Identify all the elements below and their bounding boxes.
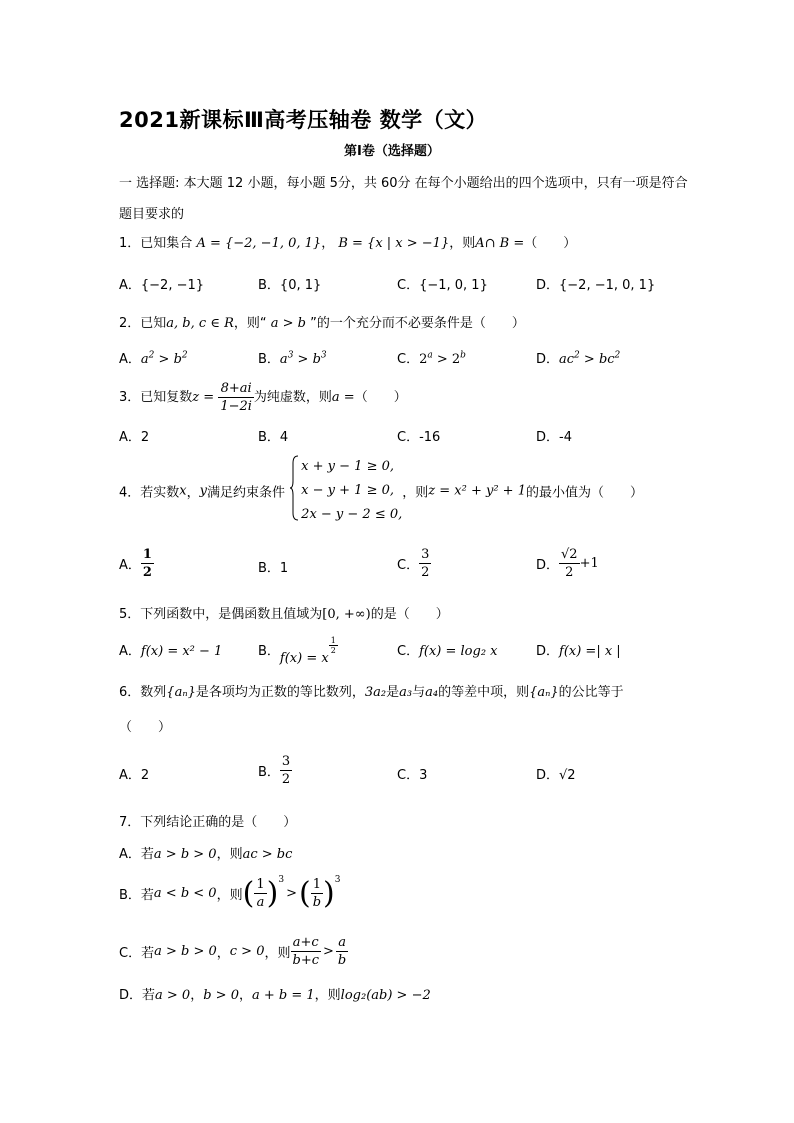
- option-label: B．: [258, 644, 280, 659]
- numerator: a: [336, 934, 348, 952]
- question-text: 的是（ ）: [370, 607, 449, 622]
- option-d: [536, 546, 599, 581]
- separator: ，: [216, 946, 230, 961]
- question-text: 已知集合: [140, 236, 193, 251]
- option-expression: $a^3 > b^3$: [279, 350, 327, 367]
- denominator: b: [337, 953, 347, 968]
- numerator: a+c: [291, 934, 322, 952]
- option-label: B．: [258, 352, 280, 367]
- question-text: 是各项均为正数的等比数列，: [195, 685, 365, 700]
- question-number: 3．: [119, 390, 141, 405]
- set-a: A = {−2, −1, 0, 1}: [196, 236, 322, 251]
- option-label: A．: [119, 644, 141, 659]
- denominator: 2: [330, 646, 336, 655]
- condition: a + b = 1: [251, 988, 315, 1003]
- option-d: D．-4: [536, 430, 572, 445]
- option-d: D．若a > 0，b > 0，a + b = 1，则log₂(ab) > −2: [119, 988, 431, 1003]
- option-d: D．√2: [536, 768, 576, 783]
- fraction: [141, 546, 154, 581]
- separator: ，: [186, 485, 200, 501]
- answer-blank: （ ）: [354, 390, 407, 405]
- variable: y: [199, 483, 208, 499]
- denominator: b: [312, 895, 322, 910]
- numerator: 1: [142, 547, 152, 562]
- question-text: 下列函数中，是偶函数且值域为: [140, 607, 323, 622]
- option-label: A．: [119, 352, 141, 367]
- result: log₂(ab) > −2: [340, 988, 431, 1003]
- fraction: [559, 546, 580, 581]
- paren: ): [323, 876, 335, 911]
- fraction: [419, 546, 431, 581]
- constraint-system: [289, 455, 402, 527]
- question-text: 是: [386, 685, 400, 700]
- option-d: D．{−2, −1, 0, 1}: [536, 278, 656, 293]
- fraction: [280, 753, 292, 788]
- option-c: [397, 640, 498, 659]
- option-c: C．-16: [397, 430, 441, 445]
- option-expression: f(x) =| x |: [559, 644, 621, 659]
- variable: x: [179, 483, 187, 499]
- question-text: 满足约束条件: [207, 485, 286, 501]
- option-label: C．: [397, 644, 420, 659]
- constraint-line: 2x − y − 2 ≤ 0,: [301, 507, 403, 522]
- option-a: A．2: [119, 768, 150, 783]
- question-number: 2．: [119, 316, 141, 331]
- page-title: 2021新课标Ⅲ高考压轴卷 数学（文）: [119, 108, 488, 132]
- option-label: D．若: [119, 988, 156, 1003]
- option-d: [536, 348, 620, 367]
- denominator: 2: [565, 565, 574, 580]
- paren: (: [298, 876, 311, 911]
- question-text: 为纯虚数，则: [253, 390, 332, 405]
- exponent: 3: [278, 874, 285, 885]
- sequence: {aₙ}: [166, 685, 196, 700]
- question-text: 数列: [140, 685, 167, 700]
- variable: a =: [331, 390, 355, 405]
- question-2: [119, 312, 525, 331]
- option-b: B．1: [258, 561, 289, 576]
- numerator: 1: [256, 877, 265, 892]
- option-a: [119, 640, 222, 659]
- option-expression: f(x) = x² − 1: [140, 644, 223, 659]
- fraction: [336, 934, 348, 969]
- condition: b > 0: [203, 988, 239, 1003]
- fraction: [218, 380, 254, 415]
- term: 3a₂: [364, 685, 387, 700]
- numerator: √2: [561, 547, 578, 562]
- denominator: 2: [142, 565, 152, 580]
- option-a: [119, 348, 188, 367]
- fraction: [254, 876, 266, 911]
- question-number: 1．: [119, 236, 141, 251]
- option-label: B．: [258, 765, 280, 780]
- question-text: ，则: [449, 236, 476, 251]
- option-text: ，则: [216, 888, 243, 903]
- numerator: 1: [311, 876, 323, 894]
- option-c: [397, 546, 431, 581]
- question-text: 下列结论正确的是（ ）: [140, 815, 297, 830]
- option-label: D．: [536, 558, 560, 573]
- question-text: ，则“: [233, 316, 267, 331]
- numerator: 8+ai: [218, 380, 254, 398]
- denominator: b+c: [292, 953, 319, 968]
- option-text: ，则: [216, 847, 243, 862]
- option-a: A．2: [119, 430, 150, 445]
- option-c: C．3: [397, 768, 428, 783]
- condition: c > 0: [229, 944, 265, 959]
- answer-blank: （ ）: [119, 720, 172, 735]
- section-subtitle: 第Ⅰ卷（选择题）: [344, 144, 440, 159]
- option-label: A．: [119, 558, 141, 573]
- sequence: {aₙ}: [529, 685, 559, 700]
- left-brace-icon: [289, 455, 299, 521]
- question-number: 7．: [119, 815, 141, 830]
- numerator: 1: [330, 636, 336, 645]
- option-expression: $2^a > 2^b$: [419, 350, 466, 367]
- question-text: ，则: [402, 485, 429, 501]
- option-label: B．若: [119, 888, 154, 903]
- option-label: A．若: [119, 847, 154, 862]
- term: a₄: [425, 685, 439, 700]
- operator: >: [286, 886, 297, 901]
- objective-expression: z = x² + y² + 1: [428, 483, 526, 499]
- answer-blank: （ ）: [524, 236, 577, 251]
- condition: a < b < 0: [153, 886, 217, 901]
- term: a₃: [399, 685, 413, 700]
- variables: a, b, c ∈ R: [166, 316, 234, 331]
- option-label: C．若: [119, 946, 155, 961]
- set-b: B = {x | x > −1}: [338, 236, 450, 251]
- question-text: 的等差中项，则: [438, 685, 530, 700]
- question-text: 若实数: [140, 485, 180, 501]
- question-7: [119, 811, 296, 830]
- exponent-fraction: [329, 636, 338, 655]
- numerator: 3: [281, 754, 291, 769]
- option-expression: f(x) = x: [279, 651, 329, 666]
- question-6: [119, 681, 624, 700]
- fraction: [311, 876, 323, 911]
- question-1: 1．已知集合 A = {−2, −1, 0, 1}， B = {x | x > −1}，则A∩ B =（ ）: [119, 236, 577, 251]
- operator: >: [323, 944, 334, 959]
- question-text: 与: [412, 685, 426, 700]
- question-text: ”的一个充分而不必要条件是（ ）: [310, 316, 525, 331]
- exponent: 3: [334, 874, 341, 885]
- option-a: [119, 843, 292, 862]
- condition: a > b > 0: [153, 847, 217, 862]
- denominator: a: [256, 895, 265, 910]
- option-c: [397, 348, 466, 367]
- option-text: ，则: [264, 946, 291, 961]
- option-b: B．4: [258, 430, 289, 445]
- option-c: C．{−1, 0, 1}: [397, 278, 488, 293]
- variable: z =: [192, 390, 215, 405]
- denominator: 2: [281, 772, 291, 787]
- option-b: B．{0, 1}: [258, 278, 322, 293]
- result: ac > bc: [242, 847, 293, 862]
- section-instructions: 一 选择题: 本大题 12 小题，每小题 5分，共 60分 在每个小题给出的四个选项中，只有一项是符合题目要求的: [119, 176, 688, 222]
- option-d: [536, 640, 621, 659]
- option-label: D．: [536, 352, 560, 367]
- option-expression: $a^2 > b^2$: [140, 350, 188, 367]
- option-a: [119, 546, 154, 581]
- question-text: 的公比等于: [558, 685, 624, 700]
- option-label: C．: [397, 558, 420, 573]
- question-text: 已知: [140, 316, 167, 331]
- question-number: 4．: [119, 485, 141, 501]
- option-a: A．{−2, −1}: [119, 278, 205, 293]
- numerator: 3: [421, 547, 430, 562]
- option-label: C．: [397, 352, 420, 367]
- option-label: D．: [536, 644, 560, 659]
- constraint-line: x − y + 1 ≥ 0,: [301, 483, 394, 498]
- condition: a > b: [266, 316, 311, 331]
- option-text: ，则: [314, 988, 341, 1003]
- question-number: 6．: [119, 685, 141, 700]
- fraction: [291, 934, 322, 969]
- condition: a > b > 0: [154, 944, 217, 959]
- denominator: 1−2i: [220, 399, 252, 414]
- denominator: 2: [421, 565, 430, 580]
- range-interval: [0, +∞): [322, 607, 371, 622]
- option-b: [258, 636, 338, 666]
- condition: a > 0: [155, 988, 191, 1003]
- question-text: 已知复数: [140, 390, 193, 405]
- option-b: [258, 348, 327, 367]
- intersection-expression: A∩ B =: [475, 236, 525, 251]
- option-expression: $ac^2 > bc^2$: [559, 350, 621, 367]
- option-b: [119, 876, 340, 911]
- question-number: 5．: [119, 607, 141, 622]
- option-expression: f(x) = log₂ x: [419, 644, 498, 659]
- paren: ): [266, 876, 279, 911]
- question-5: [119, 603, 449, 622]
- option-expression: +1: [579, 556, 599, 571]
- option-b: [258, 753, 292, 788]
- paren: (: [242, 876, 255, 911]
- question-4: [119, 455, 643, 527]
- constraint-line: x + y − 1 ≥ 0,: [301, 459, 394, 474]
- question-3: [119, 380, 407, 415]
- option-c: [119, 934, 348, 969]
- question-text: 的最小值为（ ）: [525, 485, 643, 501]
